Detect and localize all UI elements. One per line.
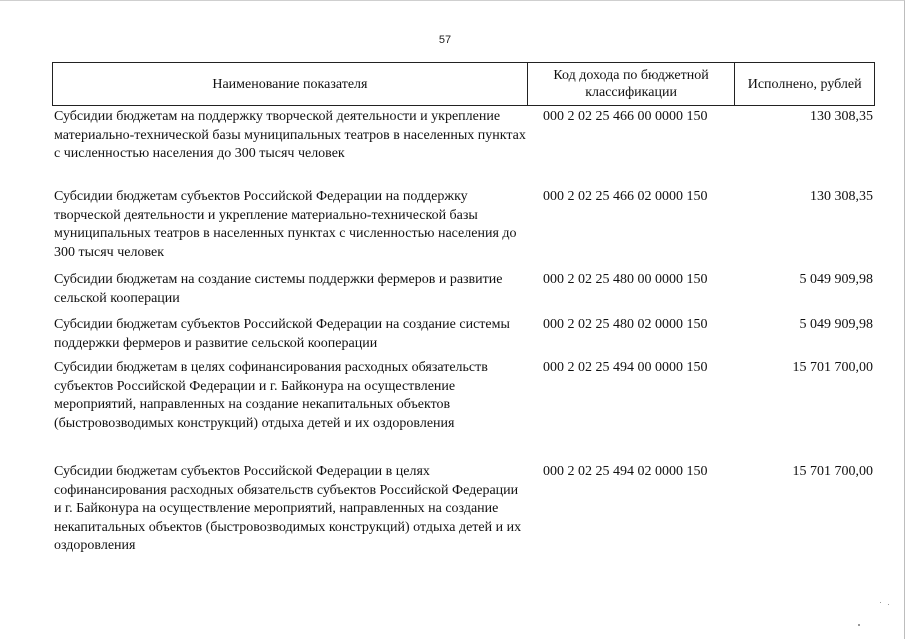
header-indicator-name: Наименование показателя [212, 76, 368, 92]
row-executed-amount: 130 308,35 [810, 109, 873, 124]
row-executed-amount: 5 049 909,98 [799, 272, 873, 287]
header-income-code: Код дохода по бюджетной классификации [527, 63, 735, 105]
table-row [52, 359, 875, 463]
table-body [52, 108, 875, 563]
table-row [52, 108, 875, 188]
scan-speck [858, 624, 860, 626]
row-indicator-name: Субсидии бюджетам на поддержку творческой деятельности и укрепление материально-технической базы муниципальных театров в населенных пунктах с численностью населения до 300 тысяч человек [54, 109, 526, 161]
header-executed: Исполнено, рублей [734, 63, 874, 105]
row-income-code: 000 2 02 25 466 02 0000 150 [543, 189, 708, 204]
row-income-code: 000 2 02 25 480 02 0000 150 [543, 317, 708, 332]
table-row [52, 316, 875, 359]
scan-speck [880, 602, 881, 603]
row-indicator-name: Субсидии бюджетам субъектов Российской Федерации в целях софинансирования расходных обязательств субъектов Российской Федерации и г. Байконура на осуществление мероприятий, направленных на создание некапитальных объектов (быстровозводимых конструкций) отдыха детей и их оздоровления [54, 464, 522, 553]
row-income-code: 000 2 02 25 494 02 0000 150 [543, 464, 708, 479]
row-indicator-name: Субсидии бюджетам субъектов Российской Федерации на поддержку творческой деятельности и укрепление материально-технической базы муниципальных театров в населенных пунктах с численностью населения до 300 тысяч человек [54, 189, 517, 260]
row-indicator-name: Субсидии бюджетам на создание системы поддержки фермеров и развитие сельской кооперации [54, 272, 503, 306]
row-executed-amount: 15 701 700,00 [792, 360, 873, 375]
row-indicator-name: Субсидии бюджетам субъектов Российской Федерации на создание системы поддержки фермеров и развитие сельской кооперации [54, 317, 510, 351]
table-row [52, 188, 875, 271]
row-income-code: 000 2 02 25 466 00 0000 150 [543, 109, 708, 124]
row-indicator-name: Субсидии бюджетам в целях софинансирования расходных обязательств субъектов Российской Федерации и г. Байконура на осуществление мероприятий, направленных на создание некапитальных объектов (быстровозводимых конструкций) отдыха детей и их оздоровления [54, 360, 488, 431]
row-income-code: 000 2 02 25 480 00 0000 150 [543, 272, 708, 287]
table-row [52, 463, 875, 563]
page-number: 57 [438, 34, 452, 46]
scan-speck [888, 604, 889, 605]
table-row [52, 271, 875, 316]
row-executed-amount: 130 308,35 [810, 189, 873, 204]
row-executed-amount: 5 049 909,98 [799, 317, 873, 332]
row-executed-amount: 15 701 700,00 [792, 464, 873, 479]
row-income-code: 000 2 02 25 494 00 0000 150 [543, 360, 708, 375]
table-header [52, 62, 875, 106]
